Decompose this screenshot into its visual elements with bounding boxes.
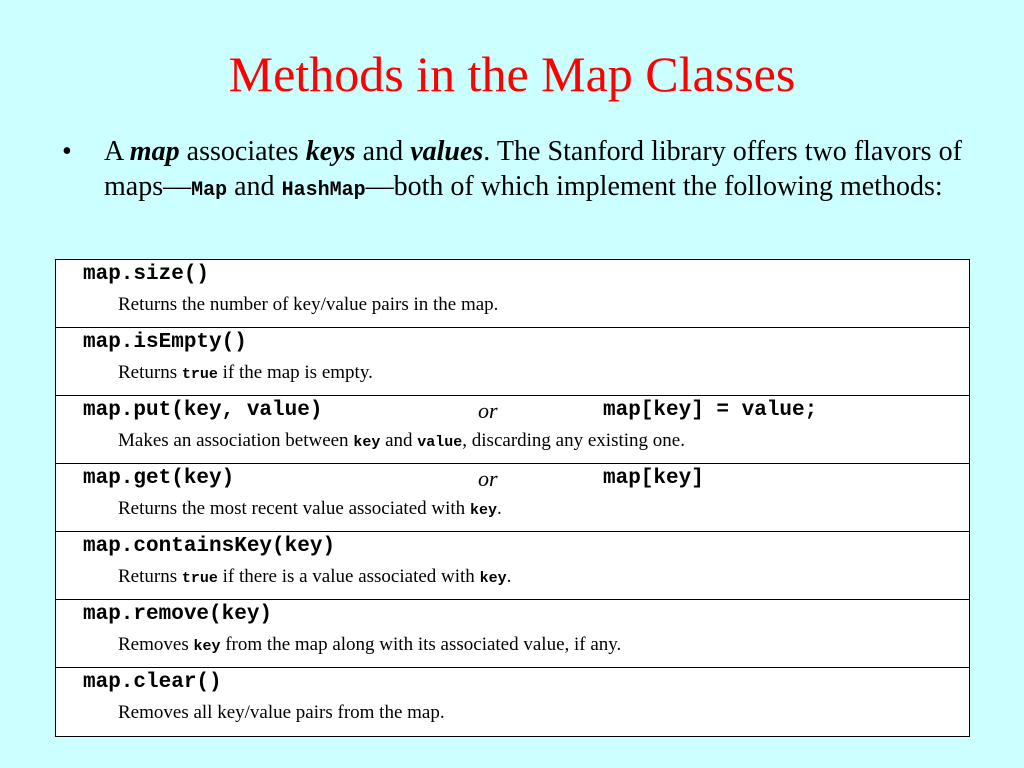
method-description — [118, 361, 373, 387]
description-code: key — [479, 570, 507, 587]
method-row-containskey — [56, 532, 969, 600]
method-signature: map.put(key, value) — [83, 399, 323, 422]
bullet-text-part: A — [104, 136, 130, 167]
description-text: . — [506, 566, 512, 587]
description-text: if there is a value associated with — [217, 566, 480, 587]
bullet-text-part: associates — [179, 136, 306, 167]
description-text: Makes an association between — [118, 430, 354, 451]
method-row-get — [56, 464, 969, 532]
term-keys: keys — [305, 136, 356, 167]
code-hashmap-class: HashMap — [281, 178, 366, 202]
method-row-remove — [56, 600, 969, 668]
method-signature: map.get(key) — [83, 467, 235, 490]
method-description — [118, 293, 498, 317]
method-description — [118, 633, 621, 659]
bullet-icon: • — [62, 136, 72, 167]
method-row-size — [56, 260, 969, 328]
method-signature: map.size() — [83, 263, 210, 286]
description-text: . — [496, 498, 502, 519]
method-description — [118, 565, 511, 591]
bullet-point — [62, 135, 962, 208]
description-text: if the map is empty. — [217, 362, 373, 383]
bullet-text-part: —both of which implement the following methods: — [365, 170, 943, 202]
method-description — [118, 701, 445, 725]
description-code: key — [353, 434, 381, 451]
method-description — [118, 497, 502, 523]
description-text: , discarding any existing one. — [462, 430, 685, 451]
bullet-text — [104, 135, 962, 208]
method-row-isempty — [56, 328, 969, 396]
or-label: or — [478, 466, 498, 491]
description-text: Returns the number of key/value pairs in the map. — [118, 294, 499, 315]
code-map-class: Map — [191, 178, 228, 202]
method-signature: map.clear() — [83, 671, 222, 694]
description-code: true — [181, 366, 218, 383]
description-text: Returns the most recent value associated with — [118, 498, 470, 519]
method-signature: map.remove(key) — [83, 603, 273, 626]
description-code: key — [469, 502, 497, 519]
description-text: Returns — [118, 362, 182, 383]
method-description — [118, 429, 685, 455]
bullet-text-part: and — [355, 136, 411, 167]
method-row-clear — [56, 668, 969, 736]
slide-title: Methods in the Map Classes — [228, 46, 796, 102]
description-text: Returns — [118, 566, 182, 587]
method-signature: map.containsKey(key) — [83, 535, 336, 558]
description-text: from the map along with its associated value, if any. — [220, 634, 622, 655]
methods-table — [55, 259, 970, 737]
description-text: Removes — [118, 634, 194, 655]
term-map: map — [129, 136, 180, 167]
description-code: value — [417, 434, 463, 451]
bullet-text-part: and — [227, 170, 282, 202]
description-code: true — [181, 570, 218, 587]
method-alternative-syntax: map[key] = value; — [603, 399, 818, 422]
or-label: or — [478, 398, 498, 423]
method-alternative-syntax: map[key] — [603, 467, 704, 490]
description-text: and — [380, 430, 418, 451]
method-row-put — [56, 396, 969, 464]
description-code: key — [193, 638, 221, 655]
method-signature: map.isEmpty() — [83, 331, 247, 354]
description-text: Removes all key/value pairs from the map. — [118, 702, 445, 723]
bullet-text-part: . The Stanford library offers two flavors of maps— — [104, 136, 962, 202]
term-values: values — [410, 136, 484, 167]
